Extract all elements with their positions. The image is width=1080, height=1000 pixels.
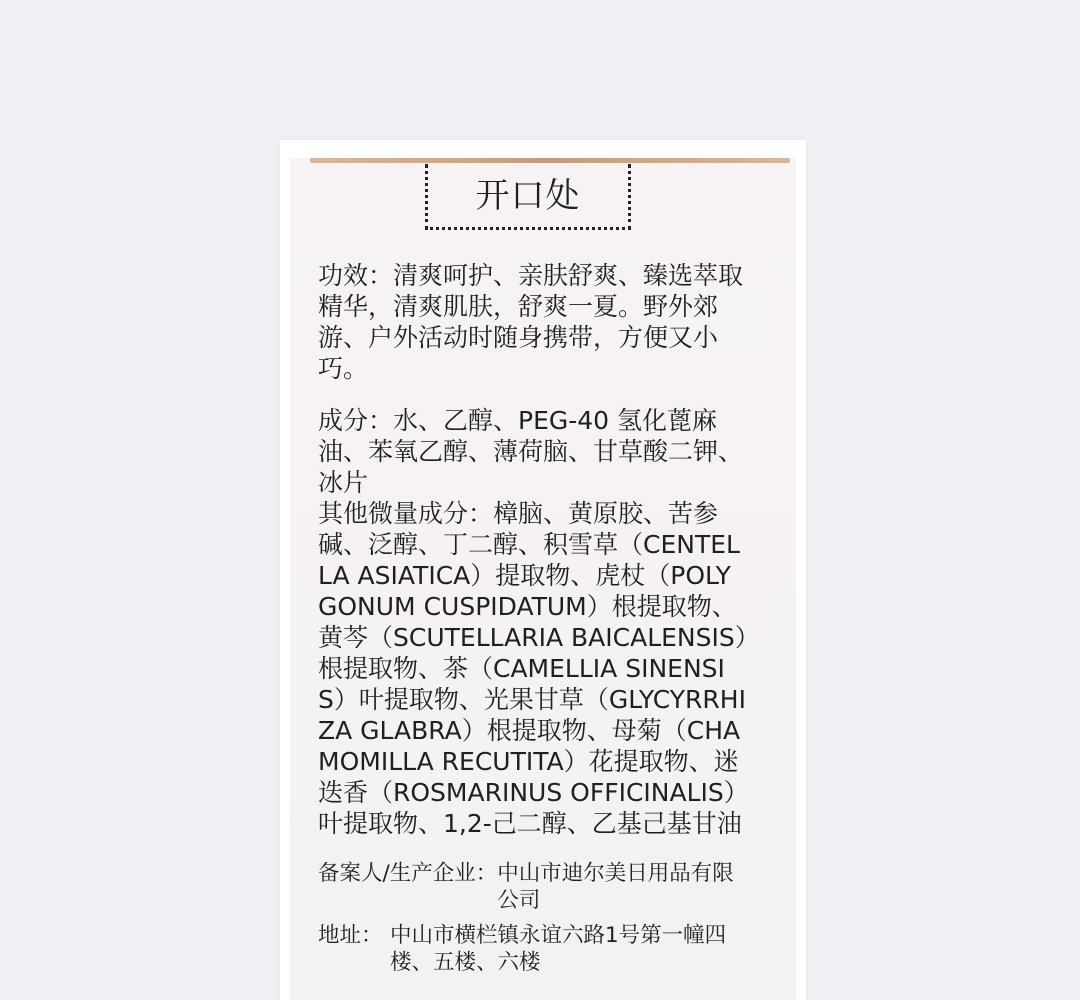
registrant-row [318, 860, 748, 914]
address-value: 中山市横栏镇永谊六路1号第一幢四楼、五楼、六楼 [390, 923, 727, 975]
efficacy-text: 功效：清爽呵护、亲肤舒爽、臻选萃取精华，清爽肌肤，舒爽一夏。野外郊游、户外活动时随身携带，方便又小巧。 [318, 261, 744, 383]
label-text-content [318, 260, 748, 984]
ingredients-text: 成分：水、乙醇、PEG-40 氢化蓖麻油、苯氧乙醇、薄荷脑、甘草酸二钾、冰片 [318, 406, 744, 497]
trace-ingredients-text: 其他微量成分：樟脑、黄原胶、苦参碱、泛醇、丁二醇、积雪草（CENTELLA ASIATICA）提取物、虎杖（POLYGONUM CUSPIDATUM）根提取物、黄芩（SCUTELLARIA BAICALENSIS）根提取物、茶（CAMELLIA SINENSIS）叶提取物、光果甘草（GLYCYRRHIZA GLABRA）根提取物、母菊（CHAMOMILLA RECUTITA）花提取物、迷迭香（ROSMARINUS OFFICINALIS）叶提取物、1,2-己二醇、乙基己基甘油 [318, 499, 748, 838]
registrant-label: 备案人/生产企业： [318, 861, 498, 886]
address-row [318, 922, 748, 976]
label-top-strip [310, 158, 790, 163]
product-label-card [280, 140, 806, 1000]
address-label: 地址： [318, 923, 383, 948]
opening-text: 开口处 [475, 176, 581, 216]
manufacturer-info [318, 860, 748, 976]
registrant-value: 中山市迪尔美日用品有限公司 [497, 861, 734, 913]
opening-marker [425, 164, 631, 230]
